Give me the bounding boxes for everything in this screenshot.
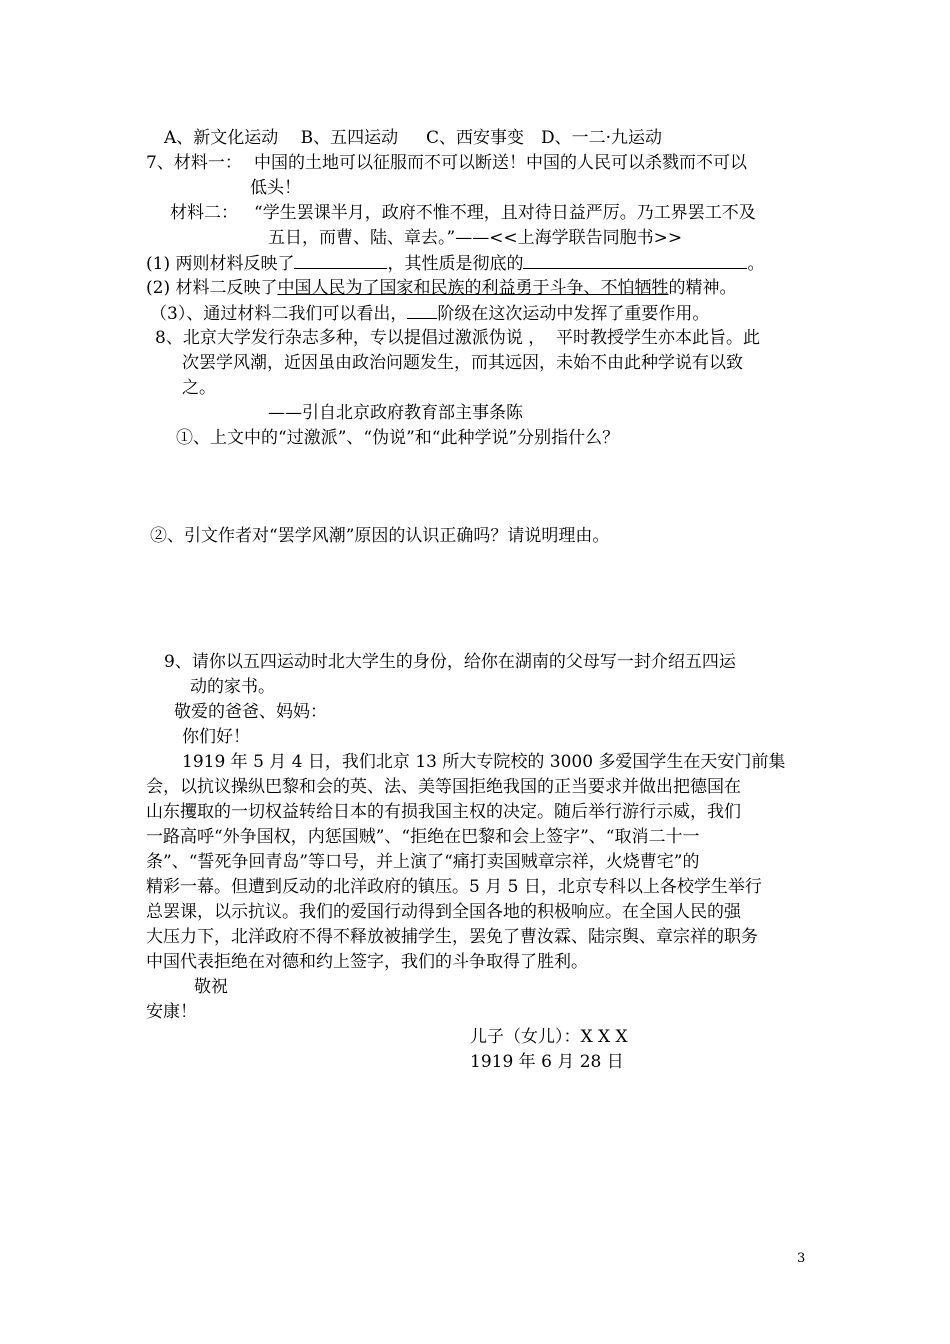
letter-body-line: 精彩一幕。但遭到反动的北洋政府的镇压。5 月 5 日，北京专科以上各校学生举行 bbox=[146, 877, 762, 897]
q9-line2: 动的家书。 bbox=[190, 677, 275, 697]
q8-source: ——引自北京政府教育部主事条陈 bbox=[268, 403, 523, 423]
q7-sub3-suffix: 阶级在这次运动中发挥了重要作用。 bbox=[437, 304, 710, 324]
q7-material1-line2: 低头！ bbox=[250, 178, 301, 198]
letter-closing2: 安康！ bbox=[146, 1002, 197, 1022]
letter-body-line: 条”、“誓死争回青岛”等口号，并上演了“痛打卖国贼章宗祥，火烧曹宅”的 bbox=[146, 852, 700, 872]
letter-body-line: 一路高呼“外争国权，内惩国贼”、“拒绝在巴黎和会上签字”、“取消二十一 bbox=[146, 827, 700, 847]
q7-sub2-answer: 中国人民为了国家和民族的利益勇于斗争、不怕牺牲 bbox=[277, 278, 669, 298]
q9-line1: 9、请你以五四运动时北大学生的身份，给你在湖南的父母写一封介绍五四运 bbox=[164, 652, 736, 672]
q7-sub3 bbox=[150, 301, 709, 326]
q7-sub1-suffix: 。 bbox=[747, 254, 765, 274]
q7-material2-line1: “学生罢课半月，政府不惟不理，且对待日益严厉。乃工界罢工不及 bbox=[254, 203, 756, 223]
q8-question2: ②、引文作者对“罢学风潮”原因的认识正确吗？请说明理由。 bbox=[150, 526, 610, 546]
letter-body-line: 大压力下，北洋政府不得不释放被捕学生，罢免了曹汝霖、陆宗舆、章宗祥的职务 bbox=[146, 927, 758, 947]
q7-sub3-blank[interactable] bbox=[407, 301, 437, 319]
q7-sub3-prefix: （3）、通过材料二我们可以看出， bbox=[150, 304, 408, 324]
q8-line3: 之。 bbox=[182, 378, 216, 398]
q7-label: 7、材料一： bbox=[146, 153, 242, 173]
letter-body-line: 会，以抗议操纵巴黎和会的英、法、美等国拒绝我国的正当要求并做出把德国在 bbox=[146, 777, 741, 797]
letter-greeting: 你们好！ bbox=[182, 727, 250, 747]
page-number: 3 bbox=[797, 1251, 806, 1266]
q7-material2-line2: 五日，而曹、陆、章去。”——<<上海学联告同胞书>> bbox=[268, 228, 683, 248]
q7-sub1-blank1[interactable] bbox=[294, 251, 387, 269]
letter-closing1: 敬祝 bbox=[194, 977, 228, 997]
q7-sub1-prefix: (1) 两则材料反映了 bbox=[146, 254, 295, 274]
letter-body-line: 1919 年 5 月 4 日，我们北京 13 所大专院校的 3000 多爱国学生在天安门前集 bbox=[182, 752, 786, 772]
letter-date: 1919 年 6 月 28 日 bbox=[470, 1052, 624, 1072]
q7-sub1-blank2[interactable] bbox=[523, 251, 747, 269]
q7-material1-line1: 中国的土地可以征服而不可以断送！中国的人民可以杀戮而不可以 bbox=[254, 153, 747, 173]
q7-sub1-middle: ，其性质是彻底的 bbox=[387, 254, 524, 274]
q7-material2-label: 材料二： bbox=[170, 203, 238, 223]
letter-body-line: 山东攫取的一切权益转给日本的有损我国主权的决定。随后举行游行示威，我们 bbox=[146, 802, 741, 822]
letter-body-line: 总罢课，以示抗议。我们的爱国行动得到全国各地的积极响应。在全国人民的强 bbox=[146, 902, 741, 922]
q7-sub2-suffix: 的精神。 bbox=[668, 278, 737, 298]
letter-salutation: 敬爱的爸爸、妈妈： bbox=[174, 702, 327, 722]
q6-options: A、新文化运动 B、五四运动 C、西安事变 D、一二·九运动 bbox=[164, 128, 663, 148]
q8-line1: 8、北京大学发行杂志多种，专以提倡过激派伪说 ， 平时教授学生亦本此旨。此 bbox=[155, 328, 761, 348]
q8-question1: ①、上文中的“过激派”、“伪说”和“此种学说”分别指什么？ bbox=[176, 428, 620, 448]
letter-signature: 儿子（女儿）：X X X bbox=[470, 1027, 628, 1047]
letter-body-line: 中国代表拒绝在对德和约上签字，我们的斗争取得了胜利。 bbox=[146, 952, 588, 972]
q8-line2: 次罢学风潮，近因虽由政治问题发生，而其远因，未始不由此种学说有以致 bbox=[182, 353, 743, 373]
q7-sub2-prefix: (2) 材料二反映了 bbox=[146, 278, 278, 298]
q7-sub1 bbox=[146, 251, 764, 276]
q7-sub2 bbox=[146, 276, 736, 300]
